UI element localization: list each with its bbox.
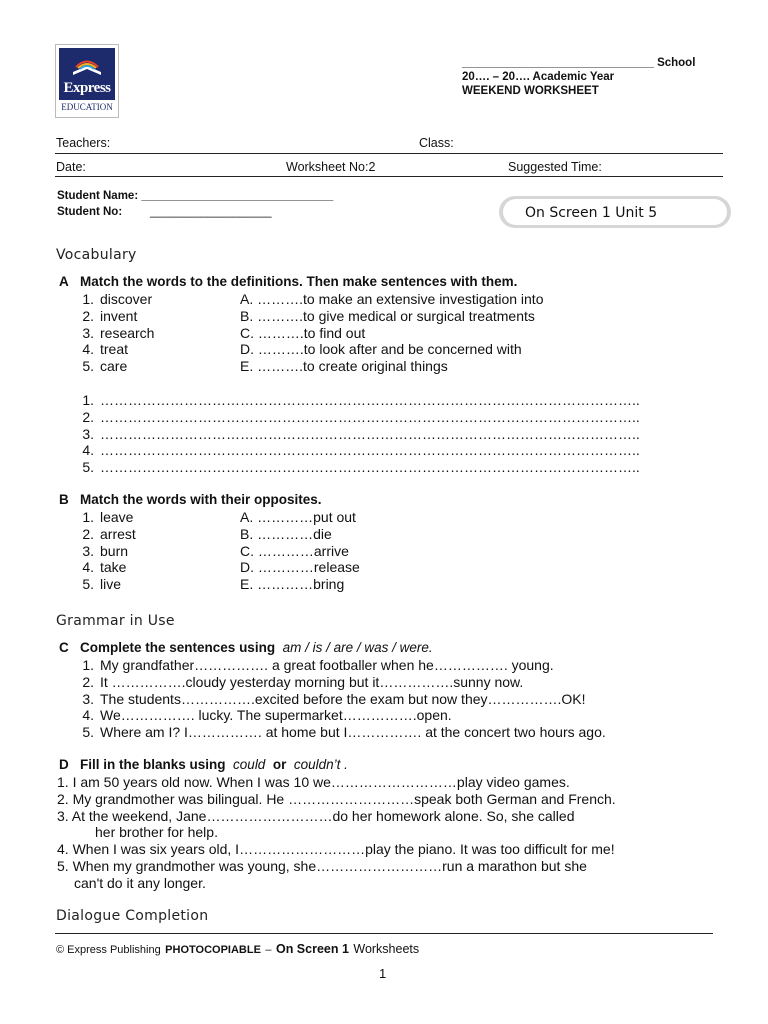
date-label: Date: <box>56 160 86 174</box>
sentence-line: 3. …………………………………………………………………………………………………….. <box>82 425 640 442</box>
exercise-a-title <box>59 274 517 289</box>
list-item: 2. arrest <box>82 525 136 542</box>
footer-dash: – <box>265 944 272 956</box>
list-item: 3. At the weekend, Jane………………………do her homework alone. So, she called <box>57 807 575 824</box>
suggested-time-label: Suggested Time: <box>508 160 602 174</box>
list-item: 2. It …………….cloudy yesterday morning but it…………….sunny now. <box>82 673 524 690</box>
exercise-instruction: Match the words with their opposites. <box>80 492 322 507</box>
unit-badge <box>499 196 731 228</box>
option-couldnt: couldn’t . <box>293 757 348 772</box>
page-number: 1 <box>379 966 387 981</box>
student-name-field: Student Name: ______________________________ <box>57 190 334 202</box>
exercise-b-opposites <box>240 509 360 593</box>
list-item: 5. Where am I? I……………. at home but I……………. at the concert two hours ago. <box>82 724 606 741</box>
list-item: E. ……….to create original things <box>240 358 448 375</box>
list-item: D. …………release <box>240 559 360 576</box>
student-no-line: ___________________ <box>150 206 272 218</box>
exercise-instruction: Fill in the blanks using <box>80 757 226 772</box>
exercise-a-words <box>72 291 154 375</box>
exercise-instruction: Complete the sentences using <box>80 640 276 655</box>
book-icon <box>59 52 115 82</box>
grammar-heading: Grammar in Use <box>56 613 175 629</box>
exercise-c-items <box>72 657 606 741</box>
list-item-continuation: can't do it any longer. <box>74 874 206 891</box>
list-item: A. …………put out <box>240 509 356 525</box>
student-no-label: Student No: <box>57 206 123 218</box>
unit-badge-text: On Screen 1 Unit 5 <box>525 205 658 221</box>
list-item: C. …………arrive <box>240 542 349 559</box>
list-item: A. ……….to make an extensive investigation into <box>240 291 544 307</box>
list-item: 2. My grandmother was bilingual. He ………………………speak both German and French. <box>57 790 616 807</box>
footer-copyright: © Express Publishing <box>56 944 161 956</box>
list-item: C. ……….to find out <box>240 324 366 341</box>
list-item: 3. The students…………….excited before the exam but now they…………….OK! <box>82 690 586 707</box>
list-item: E. …………bring <box>240 576 345 593</box>
exercise-letter: A <box>59 274 69 289</box>
exercise-a-sentence-lines <box>72 392 640 476</box>
list-item: 5. live <box>82 576 122 593</box>
exercise-options: am / is / are / was / were. <box>282 640 433 655</box>
express-education-logo <box>55 44 119 118</box>
list-item: 5. care <box>82 358 128 375</box>
exercise-letter: D <box>59 757 69 772</box>
footer-credit <box>56 940 419 958</box>
sentence-line: 1. …………………………………………………………………………………………………….. <box>82 392 640 408</box>
sentence-line: 4. …………………………………………………………………………………………………….. <box>82 442 640 459</box>
exercise-a-definitions <box>240 291 543 375</box>
list-item-continuation: her brother for help. <box>95 824 218 841</box>
list-item: 4. take <box>82 559 127 576</box>
footer-divider <box>55 933 713 934</box>
list-item: 1. I am 50 years old now. When I was 10 we………………………play video games. <box>57 774 570 790</box>
list-item: 4. We……………. lucky. The supermarket…………….open. <box>82 707 452 724</box>
logo-subtitle: EDUCATION <box>61 102 113 112</box>
exercise-letter: B <box>59 492 69 507</box>
list-item: 4. When I was six years old, I………………………play the piano. It was too difficult for me! <box>57 841 615 858</box>
list-item: 1. My grandfather……………. a great footballer when he……………. young. <box>82 657 554 673</box>
exercise-d-title <box>59 757 348 772</box>
worksheet-type: WEEKEND WORKSHEET <box>462 85 599 97</box>
option-could: could <box>233 757 266 772</box>
sentence-line: 5. …………………………………………………………………………………………………….. <box>82 459 640 476</box>
class-label: Class: <box>419 136 454 150</box>
list-item: 1. leave <box>82 509 134 525</box>
exercise-instruction: Match the words to the definitions. Then make sentences with them. <box>80 274 518 289</box>
exercise-b-words <box>72 509 136 593</box>
sentence-line: 2. …………………………………………………………………………………………………….. <box>82 408 640 425</box>
list-item: 4. treat <box>82 341 129 358</box>
footer-worksheets: Worksheets <box>353 942 420 956</box>
list-item: 5. When my grandmother was young, she………………………run a marathon but she <box>57 857 587 874</box>
academic-year: 20…. – 20…. Academic Year <box>462 71 615 83</box>
divider <box>55 153 723 154</box>
exercise-d-items <box>57 774 616 892</box>
school-line: ______________________________ School <box>462 57 696 69</box>
logo-wordmark: Express <box>63 80 111 96</box>
option-or: or <box>272 757 287 772</box>
list-item: 1. discover <box>82 291 153 307</box>
list-item: 3. burn <box>82 542 129 559</box>
list-item: D. ……….to look after and be concerned with <box>240 341 522 358</box>
worksheet-number: Worksheet No:2 <box>286 160 376 174</box>
exercise-c-title <box>59 640 433 655</box>
list-item: B. ……….to give medical or surgical treatments <box>240 307 535 324</box>
exercise-b-title <box>59 492 322 507</box>
vocabulary-heading: Vocabulary <box>56 247 137 263</box>
divider <box>55 176 723 177</box>
list-item: 3. research <box>82 324 155 341</box>
list-item: B. …………die <box>240 525 332 542</box>
footer-product: On Screen 1 <box>275 942 349 956</box>
teachers-label: Teachers: <box>56 136 111 150</box>
dialogue-heading: Dialogue Completion <box>56 908 209 924</box>
list-item: 2. invent <box>82 307 138 324</box>
footer-photocopiable: PHOTOCOPIABLE <box>165 944 261 956</box>
exercise-letter: C <box>59 640 69 655</box>
